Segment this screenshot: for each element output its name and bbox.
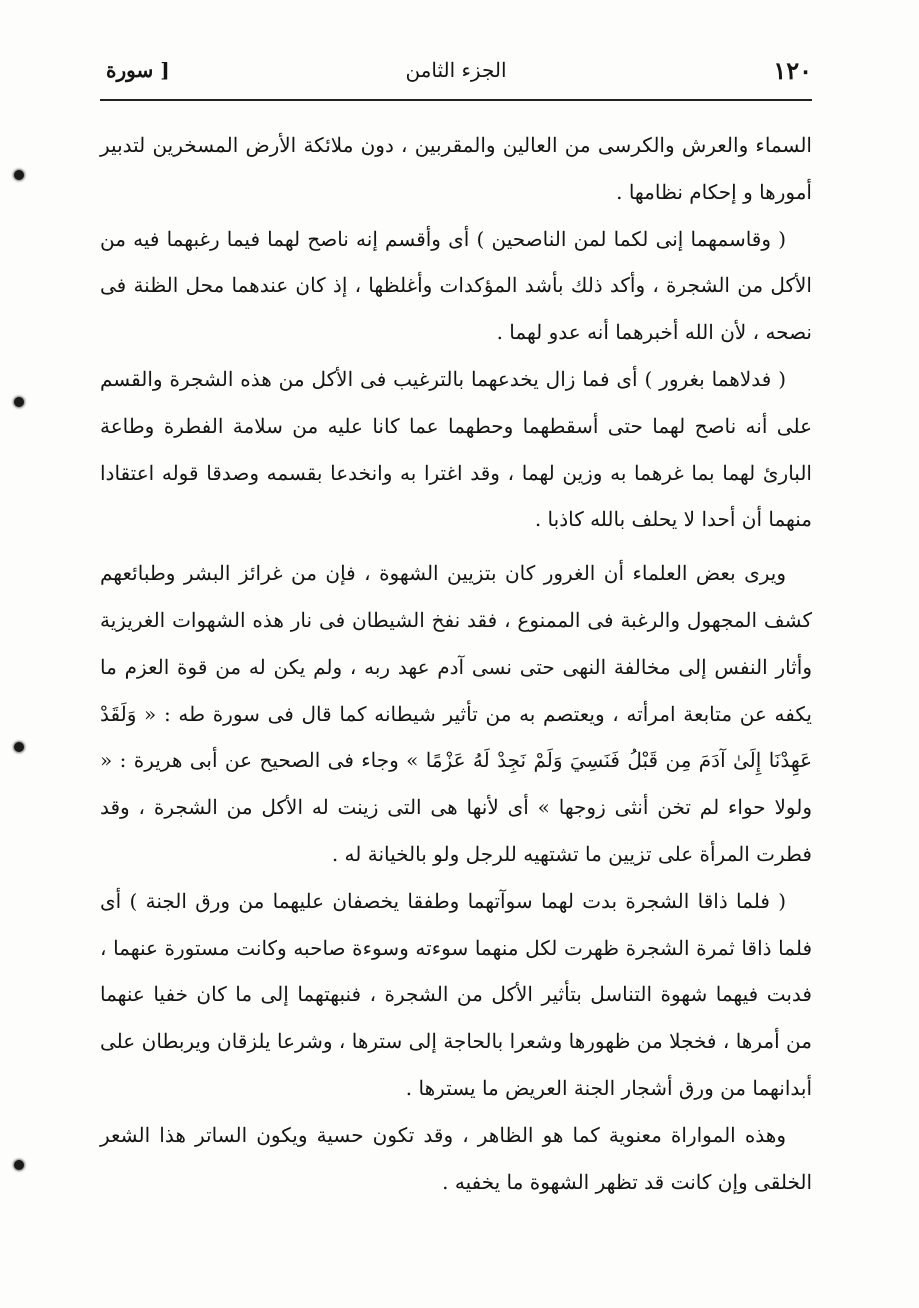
paragraph-covering: وهذه المواراة معنوية كما هو الظاهر ، وقد تكون حسية ويكون الساتر هذا الشعر الخلقى وإن كانت قد تظهر الشهوة ما يخفيه .	[100, 1122, 812, 1194]
header-rule	[100, 99, 812, 101]
page-number: ١٢٠	[773, 56, 812, 85]
binding-hole-mark	[14, 1160, 24, 1170]
paragraph-tasting-tree: ( فلما ذاقا الشجرة بدت لهما سوآتهما وطفقا يخصفان عليهما من ورق الجنة ) أى فلما ذاقا ثمرة الشجرة ظهرت لكل منهما سوءته وسوءة صاحبه وكانت مستورة عنهما ، فدبت فيهما شهوة التناسل بتأثير الأكل من الشجرة ، فنبهتهما إلى ما كان خفيا عنهما من أمرها ، فخجلا من ظهورها وشعرا بالحاجة إلى سترها ، وشرعا يلزقان ويربطان على أبدانهما من ورق أشجار الجنة العريض ما يسترها .	[100, 888, 812, 1100]
paragraph-oath: ( وقاسمهما إنى لكما لمن الناصحين ) أى وأقسم إنه ناصح لهما فيما رغبهما فيه من الأكل من الشجرة ، وأكد ذلك بأشد المؤكدات وأغلظها ، إذ كان عندهما محل الظنة فى نصحه ، لأن الله أخبرهما أنه عدو لهما .	[100, 226, 812, 345]
paragraph-scholars-view: ويرى بعض العلماء أن الغرور كان بتزيين الشهوة ، فإن من غرائز البشر وطبائعهم كشف المجهول والرغبة فى الممنوع ، فقد نفخ الشيطان فى نار هذه الشهوات الغريزية وأثار النفس إلى مخالفة النهى حتى نسى آدم عهد ربه ، ولم يكن له من قوة العزم ما يكفه عن متابعة امرأته ، ويعتصم به من تأثير شيطانه كما قال فى سورة طه : « وَلَقَدْ عَهِدْنَا إِلَىٰ آدَمَ مِن قَبْلُ فَنَسِيَ وَلَمْ نَجِدْ لَهُ عَزْمًا » وجاء فى الصحيح عن أبى هريرة : « ولولا حواء لم تخن أنثى زوجها » أى لأنها هى التى زينت له الأكل من الشجرة ، وقد فطرت المرأة على تزيين ما تشتهيه للرجل ولو بالخيانة له .	[100, 561, 813, 866]
binding-hole-mark	[14, 397, 24, 407]
paragraph-continuation: السماء والعرش والكرسى من العالين والمقربين ، دون ملائكة الأرض المسخرين لتدبير أمورها و إحكام نظامها .	[100, 133, 812, 204]
page-body	[100, 122, 812, 1205]
paragraph-deception: ( فدلاهما بغرور ) أى فما زال يخدعهما بالترغيب فى الأكل من هذه الشجرة والقسم على أنه ناصح لهما حتى أسقطهما وحطهما عما كانا عليه من سلامة الفطرة وطاعة البارئ لهما بما غرهما به وزين لهما ، وقد اغترا به وانخدعا بقسمه وصدقا قوله اعتقادا منهما أن أحدا لا يحلف بالله كاذبا .	[100, 366, 813, 532]
page-header	[100, 52, 812, 92]
binding-hole-mark	[14, 742, 24, 752]
running-title: الجزء الثامن	[405, 58, 507, 82]
surah-label: [ سورة	[106, 58, 170, 82]
binding-hole-mark	[14, 170, 24, 180]
